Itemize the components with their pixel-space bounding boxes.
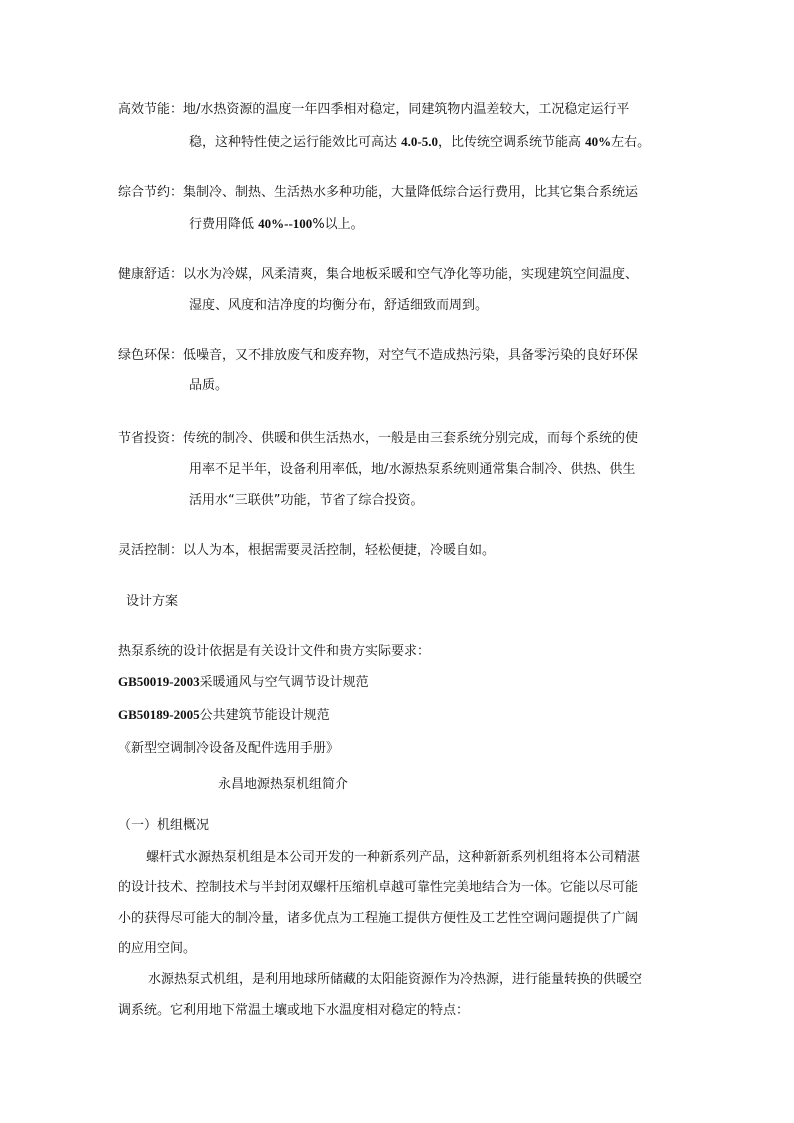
feature-green-line2	[189, 377, 228, 395]
cost-reduction-value: 40%--100	[258, 216, 313, 231]
feature-text: 以水为冷媒，风柔清爽，集合地板采暖和空气净化等功能，实现建筑空间温度、	[183, 267, 639, 282]
feature-text: %以上。	[312, 217, 364, 232]
feature-text: 以人为本，根据需要灵活控制，轻松便捷，冷暖自如。	[183, 543, 496, 558]
feature-comfort-line2	[189, 297, 488, 315]
feature-text: 稳，这种特性使之运行能效比可高达	[189, 135, 402, 150]
design-heading: 设计方案	[126, 594, 179, 609]
feature-label: 综合节约：	[118, 185, 184, 200]
standard-item	[118, 706, 330, 725]
paragraph-line: 螺杆式水源热泵机组是本公司开发的一种新系列产品，这种新新系列机组将本公司精湛	[146, 850, 641, 865]
section-title: 永昌地源热泵机组简介	[218, 777, 349, 792]
feature-investment-line2	[189, 461, 635, 479]
feature-text: 左右。	[611, 135, 651, 150]
feature-control-line1	[118, 542, 495, 560]
standard-title: 采暖通风与空气调节设计规范	[199, 675, 369, 690]
energy-saving-value: 40%	[585, 134, 612, 149]
standard-item	[118, 673, 369, 692]
paragraph-line: 水源热泵式机组，是利用地球所储藏的太阳能资源作为冷热源，进行能量转换的供暖空	[148, 972, 643, 987]
subsection-heading: （一）机组概况	[118, 818, 210, 833]
feature-text: 品质。	[189, 378, 229, 393]
feature-green-line1	[118, 347, 638, 365]
feature-economy-line2	[189, 215, 364, 234]
feature-label: 节省投资：	[118, 431, 184, 446]
paragraph-line: 的应用空间。	[118, 941, 197, 956]
handbook-reference: 《新型空调制冷设备及配件选用手册》	[118, 741, 340, 756]
feature-text: 活用水“三联供”功能，节省了综合投资。	[189, 493, 424, 508]
paragraph-line: 的设计技术、控制技术与半封闭双螺杆压缩机卓越可靠性完美地结合为一体。它能以尽可能	[118, 880, 639, 895]
feature-efficiency-line1	[118, 101, 629, 119]
design-intro: 热泵系统的设计依据是有关设计文件和贵方实际要求：	[118, 644, 431, 659]
feature-investment-line3	[189, 492, 423, 510]
feature-text: 传统的制冷、供暖和供生活热水，一般是由三套系统分别完成，而每个系统的使	[183, 431, 639, 446]
feature-label: 绿色环保：	[118, 348, 184, 363]
feature-text: 用率不足半年，设备利用率低，地/水源热泵系统则通常集合制冷、供热、供生	[189, 462, 636, 477]
standard-code: GB50019-2003	[118, 674, 200, 689]
efficiency-ratio-value: 4.0-5.0	[401, 134, 438, 149]
paragraph-line: 调系统。它利用地下常温土壤或地下水温度相对稳定的特点：	[118, 1003, 470, 1018]
feature-investment-line1	[118, 430, 638, 448]
feature-text: 集制冷、制热、生活热水多种功能，大量降低综合运行费用，比其它集合系统运	[183, 185, 639, 200]
feature-text: 地/水热资源的温度一年四季相对稳定，同建筑物内温差较大，工况稳定运行平	[183, 102, 630, 117]
feature-text: ，比传统空调系统节能高	[437, 135, 586, 150]
feature-label: 健康舒适：	[118, 267, 184, 282]
feature-label: 高效节能：	[118, 102, 184, 117]
standard-title: 公共建筑节能设计规范	[199, 708, 330, 723]
feature-text: 低噪音，又不排放废气和废弃物，对空气不造成热污染，具备零污染的良好环保	[183, 348, 639, 363]
feature-efficiency-line2	[189, 133, 650, 152]
feature-comfort-line1	[118, 266, 638, 284]
feature-text: 湿度、风度和洁净度的均衡分布，舒适细致而周到。	[189, 298, 489, 313]
feature-economy-line1	[118, 184, 638, 202]
feature-label: 灵活控制：	[118, 543, 184, 558]
paragraph-line: 小的获得尽可能大的制冷量，诸多优点为工程施工提供方便性及工艺性空调问题提供了广阔	[118, 911, 639, 926]
standard-code: GB50189-2005	[118, 707, 200, 722]
feature-text: 行费用降低	[189, 217, 259, 232]
